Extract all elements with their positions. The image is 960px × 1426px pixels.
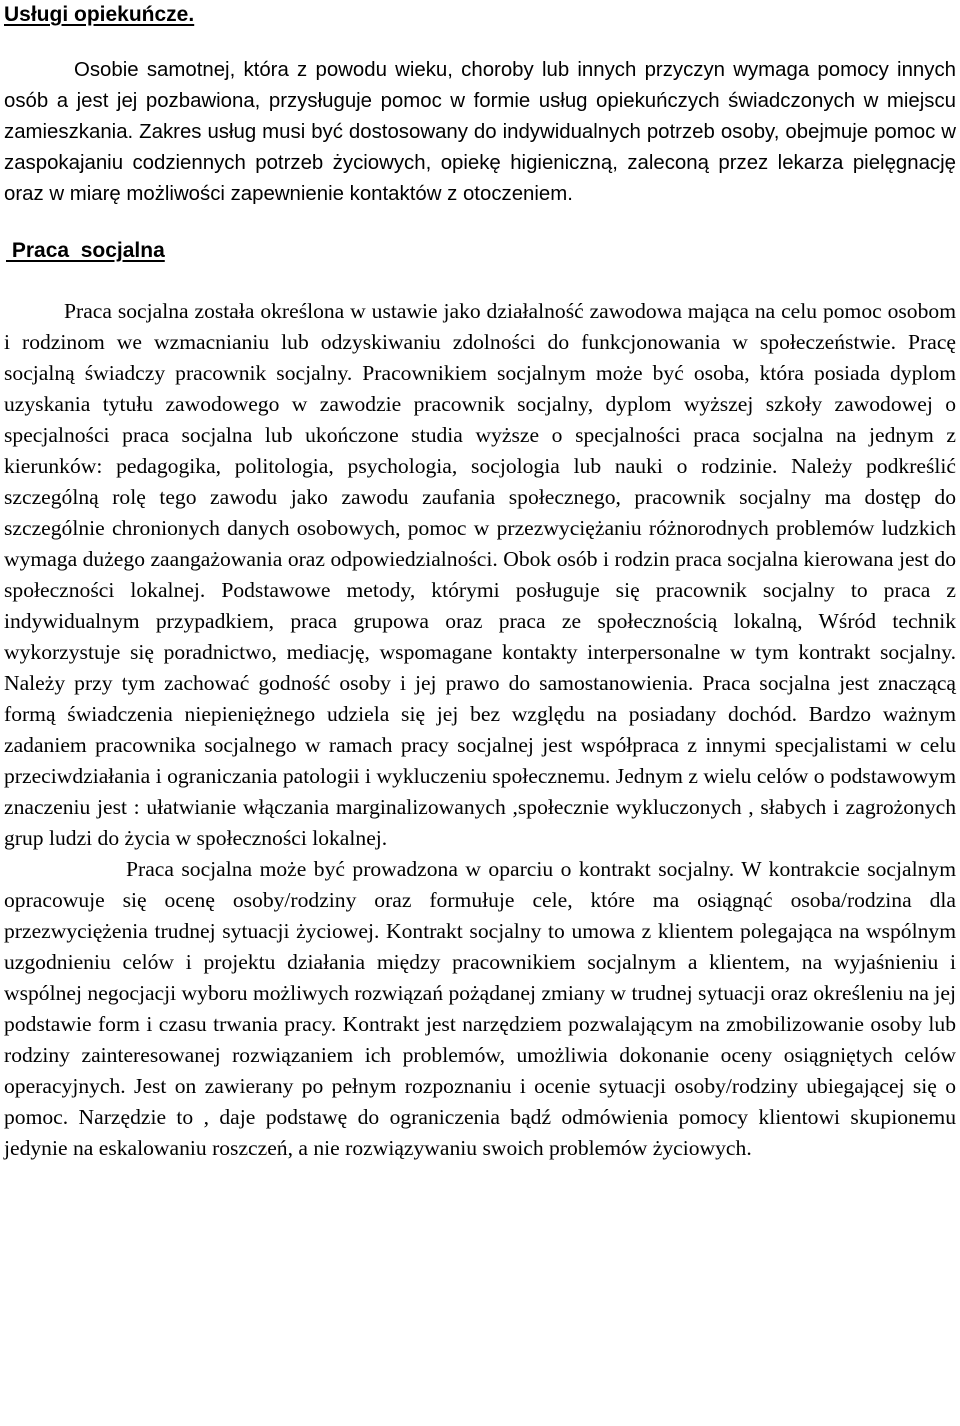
- paragraph-kontrakt-socjalny: Praca socjalna może być prowadzona w oparciu o kontrakt socjalny. W kontrakcie socjalnym opracowuje się ocenę osoby/rodziny oraz formułuje cele, które ma osiągnąć osoba/rodzina dla przezwyciężenia trudnej sytuacji życiowej. Kontrakt socjalny to umowa z klientem polegająca na wspólnym uzgodnieniu celów i projektu działania między pracownikiem socjalnym a klientem, na wyjaśnieniu i wspólnej negocjacji wyboru możliwych rozwiązań pożądanej zmiany w trudnej sytuacji oraz określeniu na jej podstawie form i czasu trwania pracy. Kontrakt jest narzędziem pozwalającym na zmobilizowanie osoby lub rodziny zainteresowanej rozwiązaniem ich problemów, umożliwia dokonanie oceny osiągniętych celów operacyjnych. Jest on zawierany po pełnym rozpoznaniu i ocenie sytuacji osoby/rodziny ubiegającej się o pomoc. Narzędzie to , daje podstawę do ograniczenia bądź odmówienia pomocy klientowi skupionemu jedynie na eskalowaniu roszczeń, a nie rozwiązywaniu swoich problemów życiowych.: [4, 857, 956, 1160]
- section-heading-uslugi-opiekuncze: Usługi opiekuńcze.: [4, 3, 195, 26]
- section-heading-praca-socjalna: Praca socjalna: [6, 239, 165, 262]
- paragraph-uslugi-opiekuncze: [4, 55, 956, 210]
- paragraph-praca-socjalna-definition: Praca socjalna została określona w ustawie jako działalność zawodowa mająca na celu pomoc osobom i rodzinom we wzmacnianiu lub odzyskiwaniu zdolności do funkcjonowania w społeczeństwie. Pracę socjalną świadczy pracownik socjalny. Pracownikiem socjalnym może być osoba, która posiada dyplom uzyskania tytułu zawodowego w zawodzie pracownik socjalny, dyplom wyższej szkoły zawodowej o specjalności praca socjalna lub ukończone studia wyższe o specjalności praca socjalna na jednym z kierunków: pedagogika, politologia, psychologia, socjologia lub nauki o rodzinie. Należy podkreślić szczególną rolę tego zawodu jako zawodu zaufania społecznego, pracownik socjalny ma dostęp do szczególnie chronionych danych osobowych, pomoc w przezwyciężaniu różnorodnych problemów ludzkich wymaga dużego zaangażowania oraz odpowiedzialności. Obok osób i rodzin praca socjalna kierowana jest do społeczności lokalnej. Podstawowe metody, którymi posługuje się pracownik socjalny to praca z indywidualnym przypadkiem, praca grupowa oraz praca ze społecznością lokalną, Wśród technik wykorzystuje się poradnictwo, mediację, wspomagane kontakty interpersonalne w tym kontrakt socjalny. Należy przy tym zachować godność osoby i jej prawo do samostanowienia. Praca socjalna jest znaczącą formą świadczenia niepieniężnego udziela się jej bez względu na posiadany dochód. Bardzo ważnym zadaniem pracownika socjalnego w ramach pracy socjalnej jest współpraca z innymi specjalistami w celu przeciwdziałania i ograniczania patologii i wykluczeniu społecznemu. Jednym z wielu celów o podstawowym znaczeniu jest : ułatwianie włączania marginalizowanych ,społecznie wykluczonych , słabych i zagrożonych grup ludzi do życia w społeczności lokalnej.: [4, 299, 956, 850]
- paragraph-text: Osobie samotnej, która z powodu wieku, choroby lub innych przyczyn wymaga pomocy innych osób a jest jej pozbawiona, przysługuje pomoc w formie usług opiekuńczych świadczonych w miejscu zamieszkania. Zakres usług musi być dostosowany do indywidualnych potrzeb osoby, obejmuje pomoc w zaspokajaniu codziennych potrzeb życiowych, opiekę higieniczną, zaleconą przez lekarza pielęgnację oraz w miarę możliwości zapewnienie kontaktów z otoczeniem.: [4, 59, 956, 205]
